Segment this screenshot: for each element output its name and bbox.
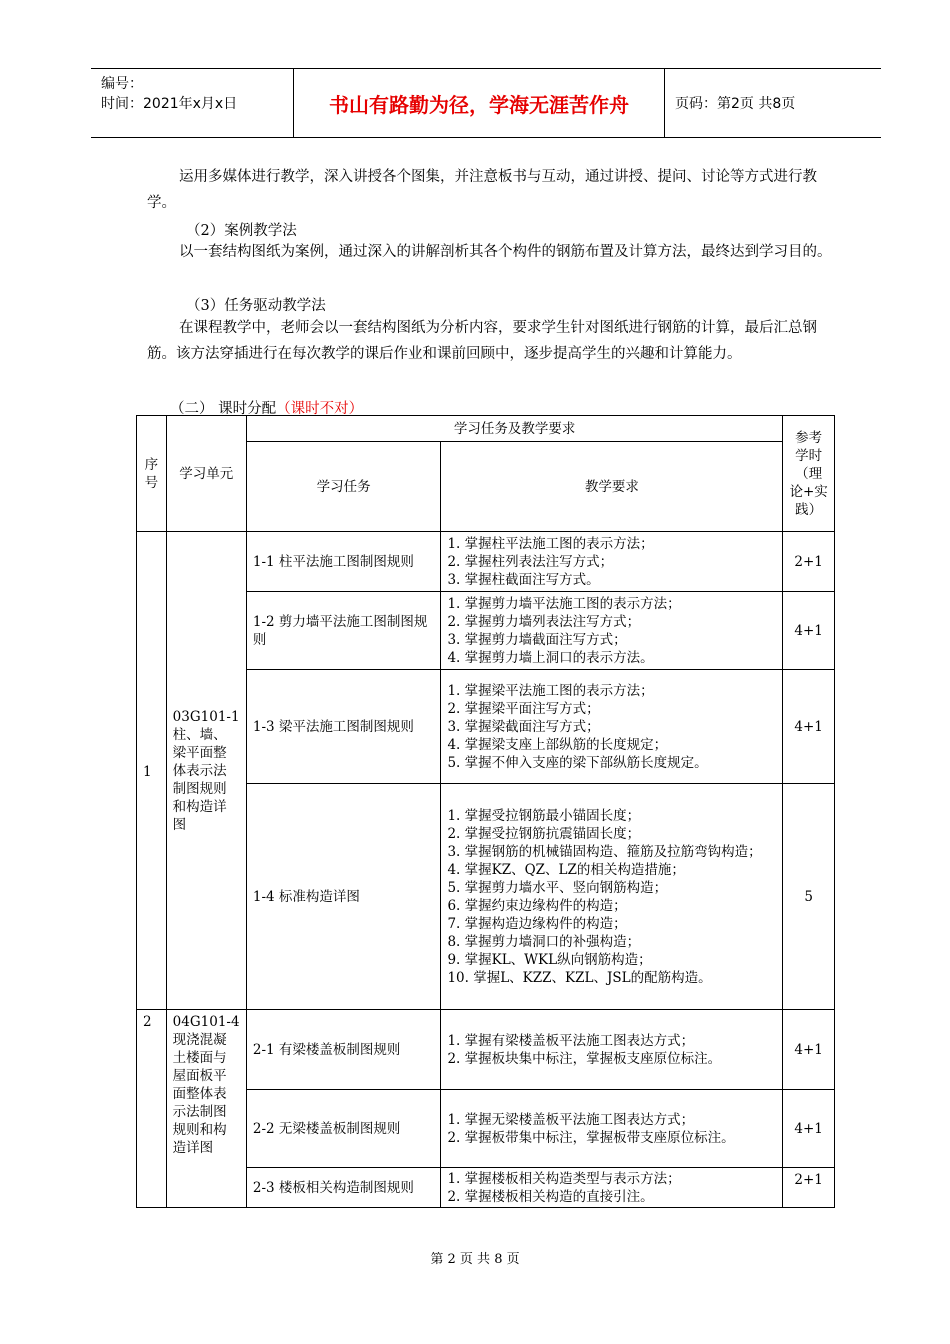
header-motto: 书山有路勤为径，学海无涯苦作舟 [294, 69, 665, 137]
task-cell: 2-2 无梁楼盖板制图规则 [246, 1090, 441, 1168]
paragraph-task-method: 在课程教学中，老师会以一套结构图纸为分析内容，要求学生针对图纸进行钢筋的计算，最后汇总钢筋。该方法穿插进行在每次教学的课后作业和课前回顾中，逐步提高学生的兴趣和计算能力。 [147, 320, 817, 362]
col-header-req: 教学要求 [441, 442, 783, 532]
req-item: 2. 掌握柱列表法注写方式； [447, 553, 614, 570]
req-item: 2. 掌握板块集中标注，掌握板支座原位标注。 [447, 1050, 722, 1067]
section-title-text: （二） 课时分配 [170, 401, 277, 417]
unit-seq: 2 [137, 1010, 167, 1208]
req-item: 1. 掌握梁平法施工图的表示方法； [447, 682, 654, 699]
page-header [91, 68, 881, 138]
section-note: （课时不对） [276, 401, 364, 417]
task-cell: 1-2 剪力墙平法施工图制图规则 [246, 592, 441, 670]
req-cell [441, 1010, 783, 1090]
req-item: 2. 掌握梁平面注写方式； [447, 700, 600, 717]
unit-seq: 1 [137, 532, 167, 1010]
req-cell [441, 592, 783, 670]
req-item: 7. 掌握构造边缘构件的构造； [447, 915, 627, 932]
number-label: 编号： [101, 76, 143, 92]
paragraph-lecture: 运用多媒体进行教学，深入讲授各个图集，并注意板书与互动，通过讲授、提问、讨论等方式进行教学。 [147, 169, 817, 211]
req-cell [441, 1090, 783, 1168]
req-item: 3. 掌握钢筋的机械锚固构造、箍筋及拉筋弯钩构造； [447, 843, 762, 860]
req-item: 2. 掌握剪力墙列表法注写方式； [447, 613, 641, 630]
req-item: 1. 掌握楼板相关构造类型与表示方法； [447, 1170, 681, 1187]
req-item: 2. 掌握楼板相关构造的直接引注。 [447, 1188, 654, 1205]
table-row [137, 1010, 835, 1090]
req-item: 5. 掌握不伸入支座的梁下部纵筋长度规定。 [447, 754, 708, 771]
req-item: 8. 掌握剪力墙洞口的补强构造； [447, 933, 641, 950]
req-item: 4. 掌握KZ、QZ、LZ的相关构造措施； [447, 861, 685, 878]
req-item: 2. 掌握受拉钢筋抗震锚固长度； [447, 825, 641, 842]
req-item: 6. 掌握约束边缘构件的构造； [447, 897, 627, 914]
hours-cell: 4+1 [783, 670, 835, 784]
req-item: 1. 掌握无梁楼盖板平法施工图表达方式； [447, 1111, 695, 1128]
task-cell: 1-3 梁平法施工图制图规则 [246, 670, 441, 784]
req-item: 2. 掌握板带集中标注，掌握板带支座原位标注。 [447, 1129, 735, 1146]
hours-cell: 4+1 [783, 1010, 835, 1090]
heading-task-method: （3）任务驱动教学法 [186, 298, 326, 314]
req-item: 1. 掌握剪力墙平法施工图的表示方法； [447, 595, 681, 612]
req-item: 1. 掌握有梁楼盖板平法施工图表达方式； [447, 1032, 695, 1049]
req-item: 3. 掌握柱截面注写方式。 [447, 571, 600, 588]
header-page-label: 页码：第2页 共8页 [675, 96, 796, 112]
task-cell: 1-4 标准构造详图 [246, 784, 441, 1010]
col-header-seq: 序号 [137, 416, 167, 532]
page-footer: 第 2 页 共 8 页 [430, 1252, 520, 1267]
unit-name: 03G101-1柱、墙、梁平面整体表示法制图规则和构造详图 [166, 532, 246, 1010]
hours-cell: 5 [783, 784, 835, 1010]
paragraph-case-method: 以一套结构图纸为案例，通过深入的讲解剖析其各个构件的钢筋布置及计算方法，最终达到学习目的。 [179, 244, 832, 260]
col-header-unit: 学习单元 [166, 416, 246, 532]
table-header-row [137, 416, 835, 442]
req-item: 5. 掌握剪力墙水平、竖向钢筋构造； [447, 879, 668, 896]
req-item: 1. 掌握受拉钢筋最小锚固长度； [447, 807, 641, 824]
req-item: 3. 掌握梁截面注写方式； [447, 718, 600, 735]
req-cell [441, 532, 783, 592]
hours-cell: 2+1 [783, 1168, 835, 1208]
req-cell [441, 1168, 783, 1208]
req-item: 9. 掌握KL、WKL纵向钢筋构造； [447, 951, 652, 968]
req-item: 10. 掌握L、KZZ、KZL、JSL的配筋构造。 [447, 969, 712, 986]
hours-cell: 4+1 [783, 1090, 835, 1168]
req-item: 1. 掌握柱平法施工图的表示方法； [447, 535, 654, 552]
col-header-task: 学习任务 [246, 442, 441, 532]
task-cell: 2-3 楼板相关构造制图规则 [246, 1168, 441, 1208]
task-cell: 1-1 柱平法施工图制图规则 [246, 532, 441, 592]
header-info [91, 69, 294, 137]
req-item: 3. 掌握剪力墙截面注写方式； [447, 631, 627, 648]
heading-case-method: （2）案例教学法 [186, 223, 297, 239]
req-item: 4. 掌握剪力墙上洞口的表示方法。 [447, 649, 654, 666]
time-label: 时间：2021年x月x日 [101, 96, 238, 112]
col-header-group: 学习任务及教学要求 [246, 416, 782, 442]
unit-name: 04G101-4现浇混凝土楼面与屋面板平面整体表示法制图规则和构造详图 [166, 1010, 246, 1208]
req-cell [441, 784, 783, 1010]
table-row [137, 532, 835, 592]
col-header-hours: 参考学时（理论+实践） [783, 416, 835, 532]
hours-cell: 4+1 [783, 592, 835, 670]
req-item: 4. 掌握梁支座上部纵筋的长度规定； [447, 736, 668, 753]
hours-allocation-table [136, 415, 835, 1208]
task-cell: 2-1 有梁楼盖板制图规则 [246, 1010, 441, 1090]
req-cell [441, 670, 783, 784]
hours-cell: 2+1 [783, 532, 835, 592]
